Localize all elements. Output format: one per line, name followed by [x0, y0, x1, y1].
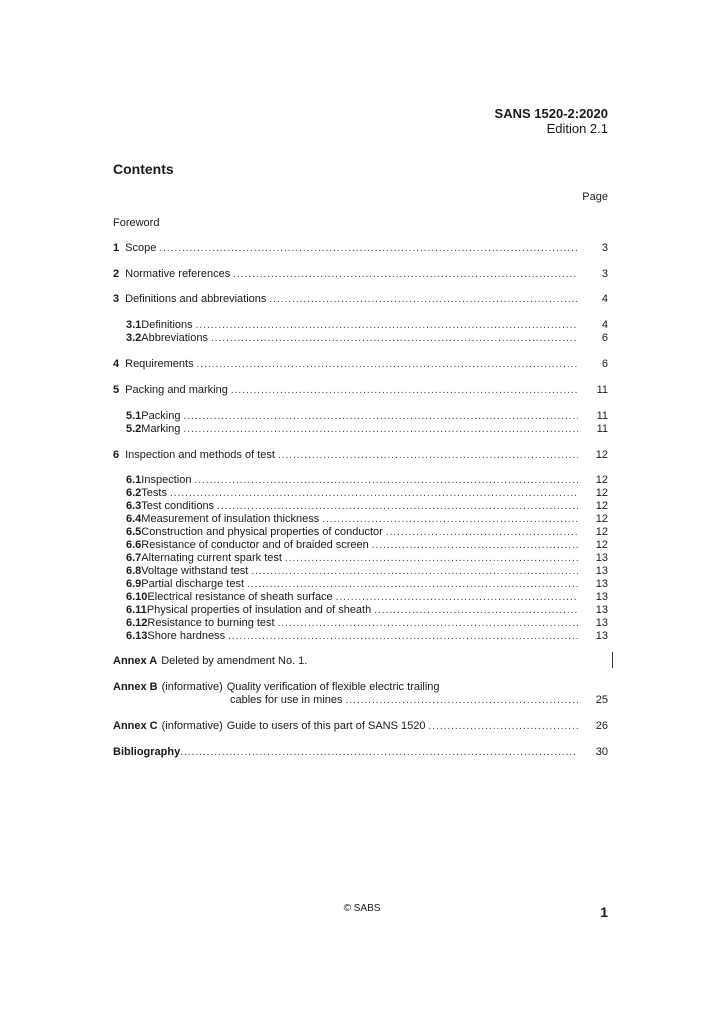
leader-dots — [428, 720, 578, 734]
toc-entry-number: 6.9 — [126, 578, 142, 590]
toc-entry-annex-b[interactable] — [113, 680, 608, 694]
toc-entry-page: 12 — [595, 449, 608, 461]
toc-entry-text: Voltage withstand test — [141, 565, 249, 577]
toc-entry-number: 6.10 — [126, 591, 148, 603]
toc-entry-number: 6.1 — [126, 474, 142, 486]
toc-entry-6-10[interactable] — [126, 590, 608, 604]
toc-entry-6-3[interactable] — [126, 499, 608, 513]
toc-entry-text: Normative references — [125, 268, 231, 280]
toc-entry-number: 3.2 — [126, 332, 142, 344]
toc-entry-page: 13 — [595, 565, 608, 577]
toc-entry-6-4[interactable] — [126, 512, 608, 526]
toc-entry-text: Alternating current spark test — [141, 552, 282, 564]
toc-entry-number: 3.1 — [126, 319, 142, 331]
toc-entry-6-9[interactable] — [126, 577, 608, 591]
toc-entry-text: Partial discharge test — [141, 578, 245, 590]
leader-dots — [278, 449, 578, 463]
toc-entry-page: 11 — [596, 410, 608, 422]
toc-entry-text: Guide to users of this part of SANS 1520 — [226, 720, 426, 732]
toc-entry-number: 6.2 — [126, 487, 142, 499]
toc-entry-annex-b-cont[interactable] — [230, 693, 608, 707]
toc-entry-6[interactable] — [113, 448, 608, 462]
toc-entry-text: Resistance of conductor and of braided screen — [141, 539, 369, 551]
toc-entry-text: cables for use in mines — [230, 694, 343, 706]
toc-entry-foreword[interactable] — [113, 216, 608, 230]
toc-entry-6-13[interactable] — [126, 629, 608, 643]
page-title: Contents — [113, 161, 174, 177]
toc-entry-5-1[interactable] — [126, 409, 608, 423]
leader-dots — [346, 694, 579, 708]
page-column-label: Page — [582, 191, 608, 203]
toc-entry-6-7[interactable] — [126, 551, 608, 565]
annex-label: Annex A — [113, 655, 158, 667]
toc-entry-text: Deleted by amendment No. 1. — [161, 655, 308, 667]
toc-entry-number: 1 — [113, 242, 120, 254]
toc-entry-page: 12 — [595, 539, 608, 551]
toc-entry-text: Tests — [141, 487, 167, 499]
toc-entry-number: 6.11 — [126, 604, 147, 616]
toc-entry-text: Packing and marking — [125, 384, 228, 396]
toc-entry-page: 30 — [595, 746, 608, 758]
toc-entry-text: Measurement of insulation thickness — [141, 513, 320, 525]
toc-entry-text: Requirements — [125, 358, 194, 370]
toc-entry-text: Definitions — [141, 319, 193, 331]
leader-dots — [183, 423, 578, 437]
toc-entry-text: Definitions and abbreviations — [125, 293, 267, 305]
toc-entry-6-6[interactable] — [126, 538, 608, 552]
annex-label: Annex C — [113, 720, 158, 732]
toc-entry-page: 12 — [595, 474, 608, 486]
toc-entry-number: 6.13 — [126, 630, 148, 642]
toc-entry-1[interactable] — [113, 241, 608, 255]
leader-dots — [231, 384, 578, 398]
toc-entry-6-8[interactable] — [126, 564, 608, 578]
toc-entry-3-2[interactable] — [126, 331, 608, 345]
toc-entry-number: 6.7 — [126, 552, 142, 564]
toc-entry-text: Packing — [141, 410, 181, 422]
leader-dots — [197, 358, 578, 372]
leader-dots — [228, 630, 578, 644]
toc-entry-bibliography[interactable] — [113, 745, 608, 759]
toc-entry-text: Electrical resistance of sheath surface — [147, 591, 333, 603]
toc-entry-text: Bibliography — [113, 746, 181, 758]
toc-entry-annex-a[interactable] — [113, 654, 608, 668]
leader-dots — [269, 293, 578, 307]
page-number: 1 — [600, 904, 608, 920]
annex-type: (informative) — [161, 681, 223, 693]
edition-label: Edition 2.1 — [546, 121, 608, 136]
toc-entry-page: 3 — [601, 268, 608, 280]
toc-entry-page: 13 — [595, 552, 608, 564]
toc-entry-6-1[interactable] — [126, 473, 608, 487]
toc-entry-page: 11 — [596, 423, 608, 435]
toc-entry-text: Test conditions — [141, 500, 215, 512]
standard-number: SANS 1520-2:2020 — [494, 106, 608, 121]
toc-entry-number: 3 — [113, 293, 120, 305]
toc-entry-page: 6 — [601, 358, 608, 370]
toc-entry-text: Quality verification of flexible electric trailing — [226, 681, 440, 693]
toc-entry-page: 4 — [601, 319, 608, 331]
toc-entry-text: Marking — [141, 423, 181, 435]
toc-entry-number: 6.5 — [126, 526, 142, 538]
toc-entry-page: 13 — [595, 591, 608, 603]
leader-dots — [180, 746, 578, 760]
toc-entry-text: Inspection and methods of test — [125, 449, 275, 461]
toc-entry-text: Abbreviations — [141, 332, 208, 344]
toc-entry-number: 6.8 — [126, 565, 142, 577]
toc-entry-3[interactable] — [113, 292, 608, 306]
toc-entry-text: Resistance to burning test — [147, 617, 275, 629]
annex-type: (informative) — [161, 720, 223, 732]
toc-entry-page: 12 — [595, 513, 608, 525]
leader-dots — [211, 332, 578, 346]
toc-entry-text: Shore hardness — [147, 630, 226, 642]
toc-entry-6-2[interactable] — [126, 486, 608, 500]
toc-entry-number: 2 — [113, 268, 120, 280]
toc-entry-page: 12 — [595, 487, 608, 499]
toc-entry-page: 12 — [595, 526, 608, 538]
toc-entry-page: 13 — [595, 617, 608, 629]
toc-entry-page: 13 — [595, 578, 608, 590]
toc-entry-text: Foreword — [113, 217, 160, 229]
toc-entry-6-11[interactable] — [126, 603, 608, 617]
toc-entry-page: 13 — [595, 604, 608, 616]
toc-entry-page: 11 — [596, 384, 608, 396]
toc-entry-3-1[interactable] — [126, 318, 608, 332]
annex-label: Annex B — [113, 681, 158, 693]
toc-entry-text: Physical properties of insulation and of sheath — [146, 604, 372, 616]
toc-entry-number: 6.3 — [126, 500, 142, 512]
toc-entry-page: 12 — [595, 500, 608, 512]
toc-entry-text: Scope — [125, 242, 157, 254]
toc-entry-number: 6.12 — [126, 617, 148, 629]
toc-entry-6-5[interactable] — [126, 525, 608, 539]
toc-entry-6-12[interactable] — [126, 616, 608, 630]
toc-entry-page: 13 — [595, 630, 608, 642]
toc-entry-number: 5.1 — [126, 410, 142, 422]
toc-entry-number: 6.4 — [126, 513, 142, 525]
toc-entry-annex-c[interactable] — [113, 719, 608, 733]
toc-entry-5-2[interactable] — [126, 422, 608, 436]
change-bar — [612, 652, 613, 668]
leader-dots — [233, 268, 578, 282]
toc-entry-number: 4 — [113, 358, 120, 370]
toc-entry-number: 6 — [113, 449, 120, 461]
toc-entry-4[interactable] — [113, 357, 608, 371]
leader-dots — [159, 242, 578, 256]
toc-entry-page: 6 — [601, 332, 608, 344]
toc-entry-number: 6.6 — [126, 539, 142, 551]
toc-entry-number: 5.2 — [126, 423, 142, 435]
toc-entry-page: 26 — [595, 720, 608, 732]
toc-entry-2[interactable] — [113, 267, 608, 281]
toc-entry-number: 5 — [113, 384, 120, 396]
copyright-footer: © SABS — [343, 903, 381, 914]
toc-entry-page: 25 — [595, 694, 608, 706]
toc-entry-text: Inspection — [141, 474, 192, 486]
toc-entry-text: Construction and physical properties of conductor — [141, 526, 383, 538]
toc-entry-page: 3 — [601, 242, 608, 254]
toc-entry-page: 4 — [601, 293, 608, 305]
toc-entry-5[interactable] — [113, 383, 608, 397]
